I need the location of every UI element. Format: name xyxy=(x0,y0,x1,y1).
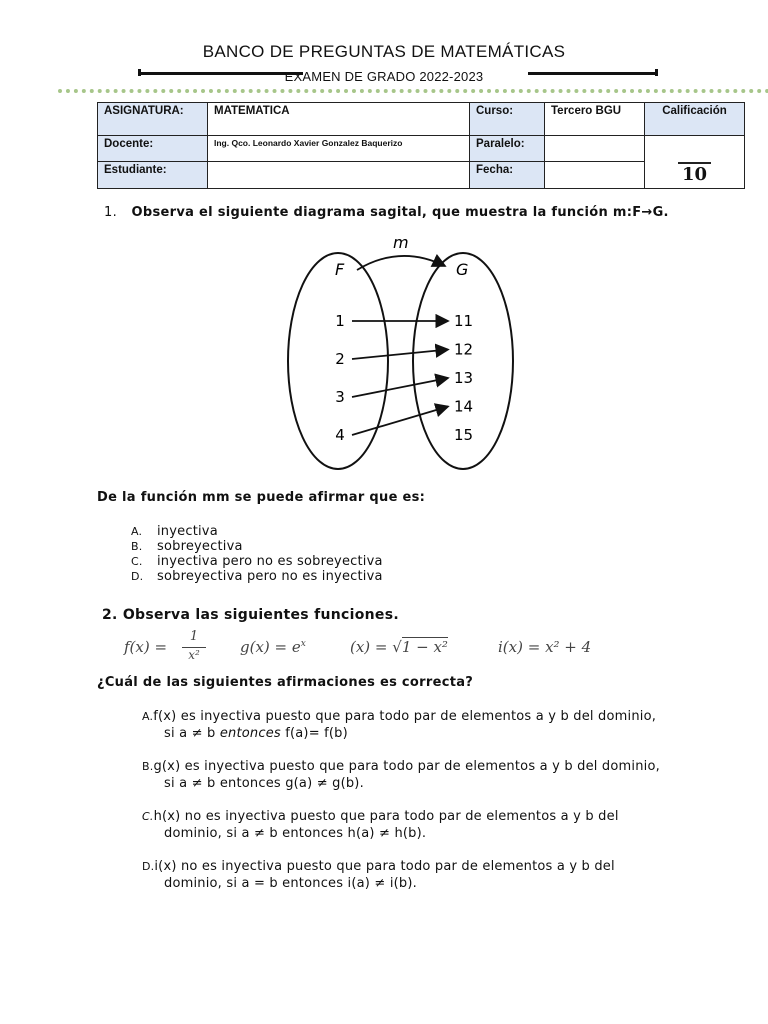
formula-f-denominator: x² xyxy=(182,647,206,662)
exam-info-table xyxy=(97,102,745,189)
question-1-heading xyxy=(104,205,669,220)
domain-name-label: F xyxy=(335,260,345,279)
q1-option-c-text: inyectiva pero no es sobreyectiva xyxy=(157,554,383,569)
dotted-divider xyxy=(58,89,768,93)
codomain-element: 11 xyxy=(454,312,474,330)
q1-option-d[interactable] xyxy=(131,569,383,584)
subtitle-row xyxy=(0,66,768,85)
domain-elements xyxy=(335,312,345,444)
q2-option-b-letter: B. xyxy=(142,760,154,773)
q1-option-b[interactable] xyxy=(131,539,383,554)
estudiante-value[interactable] xyxy=(208,162,470,189)
q2-option-a-line1: f(x) es inyectiva puesto que para todo par de elementos a y b del dominio, xyxy=(153,709,657,724)
paralelo-label: Paralelo: xyxy=(470,136,545,162)
q2-option-d-line1: i(x) no es inyectiva puesto que para todo par de elementos a y b del xyxy=(154,859,615,874)
paralelo-value[interactable] xyxy=(545,136,645,162)
asignatura-value: MATEMATICA xyxy=(208,103,470,136)
question-1-prompt: De la función mm se puede afirmar que es: xyxy=(97,490,426,505)
q2-option-d-line2: dominio, si a = b entonces i(a) ≠ i(b). xyxy=(164,876,417,891)
q1-option-d-text: sobreyectiva pero no es inyectiva xyxy=(157,569,383,584)
formula-f: f(x) = xyxy=(124,638,168,656)
q2-option-a-line2-pre: si a ≠ b xyxy=(164,726,220,741)
fecha-label: Fecha: xyxy=(470,162,545,189)
q2-option-b-line2: si a ≠ b entonces g(a) ≠ g(b). xyxy=(164,776,364,791)
exam-subtitle: EXAMEN DE GRADO 2022-2023 xyxy=(284,69,484,84)
q2-option-d-letter: D. xyxy=(142,860,155,873)
domain-element: 2 xyxy=(335,350,345,368)
function-name-label: m xyxy=(393,233,409,252)
fecha-value[interactable] xyxy=(545,162,645,189)
codomain-element: 13 xyxy=(454,369,474,387)
function-definitions xyxy=(124,630,624,668)
codomain-name-label: G xyxy=(456,260,469,279)
mapping-arrows xyxy=(352,321,448,435)
q1-option-c-letter: C. xyxy=(131,555,143,568)
q1-option-c[interactable] xyxy=(131,554,383,569)
codomain-element: 14 xyxy=(454,397,474,416)
header-rule-right xyxy=(528,72,658,75)
formula-h: (x) = √1 − x² xyxy=(350,638,448,656)
q2-option-b-line1: g(x) es inyectiva puesto que para todo par de elementos a y b del dominio, xyxy=(153,759,660,774)
q2-option-a-line2-post: f(a)= f(b) xyxy=(280,726,348,741)
domain-element: 1 xyxy=(335,312,345,330)
question-1-options xyxy=(131,524,383,584)
q2-option-b[interactable] xyxy=(142,758,660,792)
curso-value: Tercero BGU xyxy=(545,103,645,136)
q2-option-a-letter: A. xyxy=(142,710,154,723)
codomain-element: 15 xyxy=(454,426,474,444)
mapping-arrow xyxy=(352,350,448,360)
q2-option-c-line2: dominio, si a ≠ b entonces h(a) ≠ h(b). xyxy=(164,826,427,841)
grade-cell[interactable] xyxy=(645,136,745,189)
question-2-number: 2. xyxy=(102,607,118,623)
codomain-elements xyxy=(454,312,473,444)
q1-option-a-text: inyectiva xyxy=(157,524,218,539)
docente-value: Ing. Qco. Leonardo Xavier Gonzalez Baquerizo xyxy=(208,136,470,162)
calificacion-label: Calificación xyxy=(645,103,745,136)
mapping-arrow xyxy=(352,378,448,397)
document-title: BANCO DE PREGUNTAS DE MATEMÁTICAS xyxy=(202,42,566,61)
asignatura-label: ASIGNATURA: xyxy=(98,103,208,136)
formula-g: $g(x) = e^x$ xyxy=(240,638,306,656)
q1-option-d-letter: D. xyxy=(131,570,144,583)
q2-option-a-line2-em: entonces xyxy=(219,726,281,741)
header-rule-right-cap xyxy=(655,69,658,76)
q1-option-a[interactable] xyxy=(131,524,383,539)
q2-option-c-letter: C. xyxy=(142,810,154,823)
question-1-number: 1. xyxy=(104,205,118,220)
question-1-text: Observa el siguiente diagrama sagital, que muestra la función m:F→G. xyxy=(131,205,669,220)
mapping-arrow xyxy=(352,407,448,436)
estudiante-label: Estudiante: xyxy=(98,162,208,189)
q1-option-a-letter: A. xyxy=(131,525,143,538)
sagittal-diagram xyxy=(280,228,540,478)
q2-option-c-line1: h(x) no es inyectiva puesto que para todo par de elementos a y b del xyxy=(153,809,619,824)
q1-option-b-letter: B. xyxy=(131,540,143,553)
function-arrow-curve xyxy=(357,256,445,270)
domain-element: 3 xyxy=(335,388,345,406)
q2-option-a[interactable] xyxy=(142,708,656,742)
formula-f-numerator: 1 xyxy=(189,629,199,644)
question-2-text: Observa las siguientes funciones. xyxy=(122,607,399,623)
q1-option-b-text: sobreyectiva xyxy=(157,539,243,554)
q2-option-d[interactable] xyxy=(142,858,615,892)
domain-element: 4 xyxy=(335,426,345,444)
formula-i: i(x) = x² + 4 xyxy=(498,638,592,656)
question-2-prompt: ¿Cuál de las siguientes afirmaciones es correcta? xyxy=(97,675,474,690)
q2-option-c[interactable] xyxy=(142,808,619,842)
question-2-heading xyxy=(102,607,399,623)
curso-label: Curso: xyxy=(470,103,545,136)
codomain-element: 12 xyxy=(454,340,474,359)
grade-total: 10 xyxy=(678,162,711,186)
docente-label: Docente: xyxy=(98,136,208,162)
